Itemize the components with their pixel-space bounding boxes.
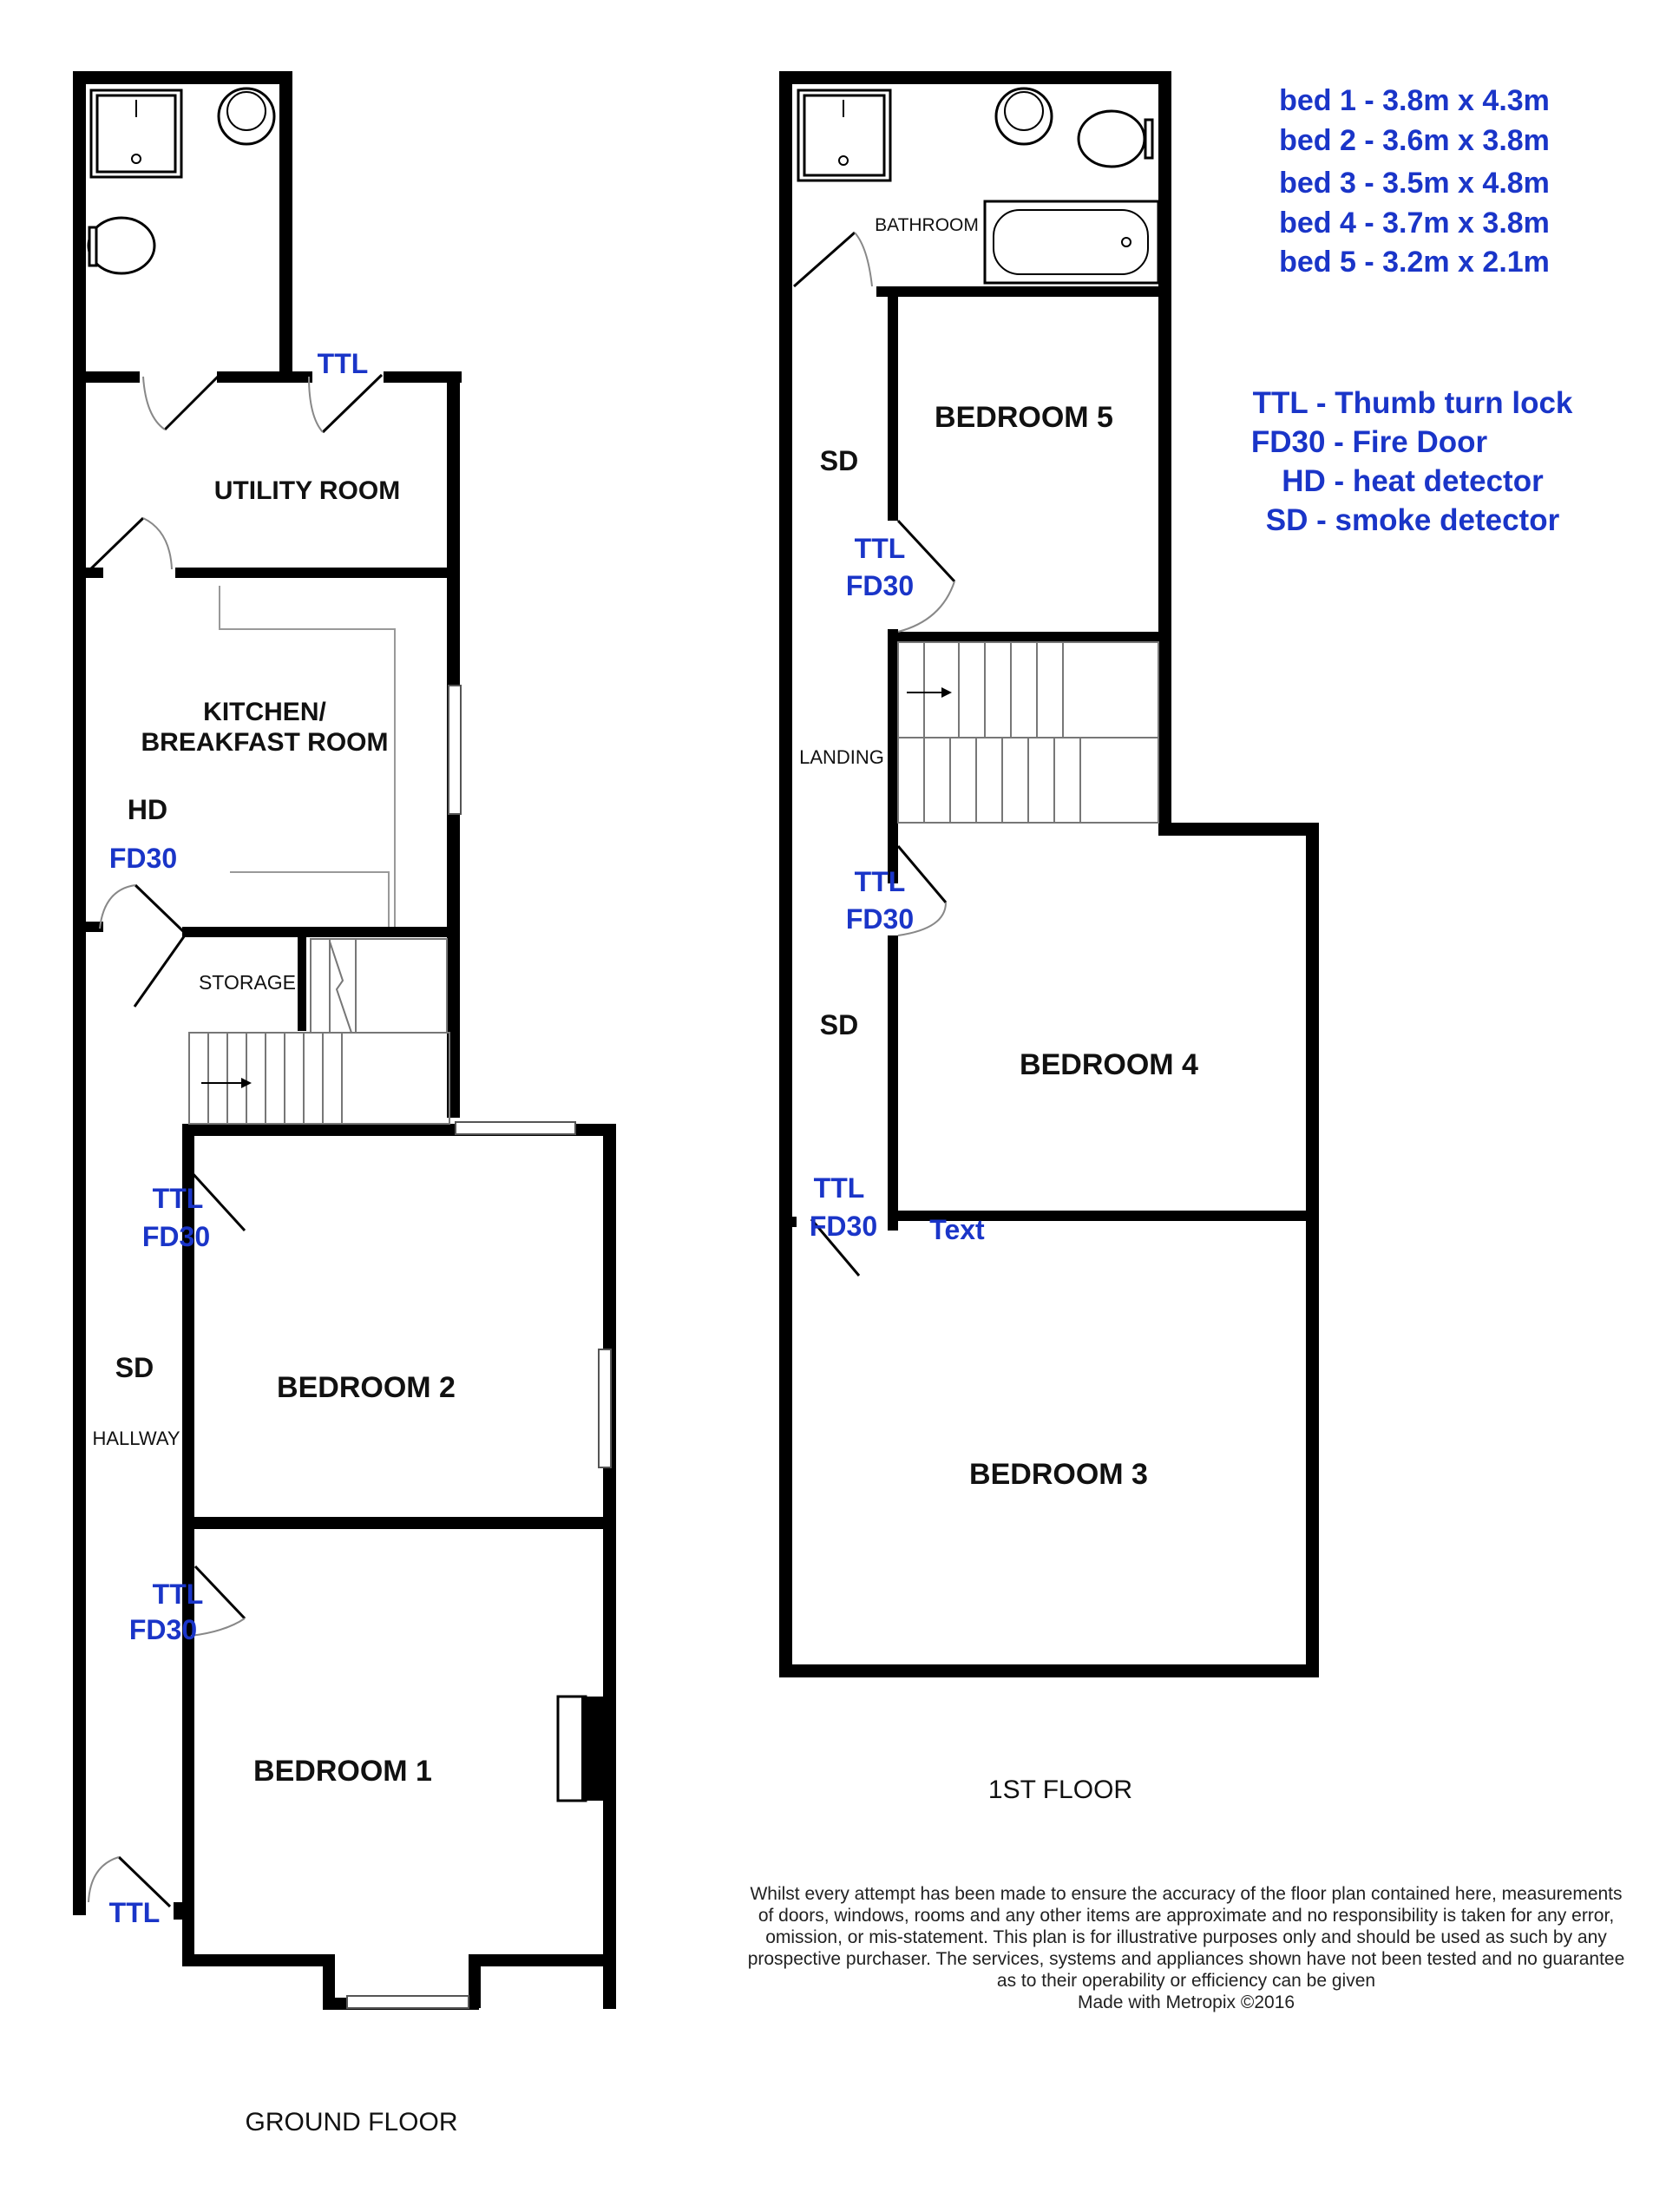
dimension-bed4: bed 4 - 3.7m x 3.8m bbox=[1279, 207, 1550, 240]
caption-first-floor: 1ST FLOOR bbox=[987, 1776, 1133, 1804]
room-label-utility: UTILITY ROOM bbox=[213, 476, 401, 505]
disclaimer-credit: Made with Metropix ©2016 bbox=[1077, 1992, 1295, 2012]
marker-text-placeholder: Text bbox=[929, 1214, 985, 1245]
marker-ttl-bedroom3: TTL bbox=[813, 1172, 865, 1204]
room-label-bedroom1: BEDROOM 1 bbox=[253, 1755, 432, 1788]
room-label-kitchen-line1: KITCHEN/ bbox=[203, 698, 326, 726]
caption-ground-floor: GROUND FLOOR bbox=[245, 2108, 458, 2137]
legend-fd30: FD30 - Fire Door bbox=[1250, 425, 1488, 459]
disclaimer-text bbox=[705, 1883, 1666, 2013]
dimension-bed3: bed 3 - 3.5m x 4.8m bbox=[1279, 167, 1550, 200]
marker-sd-hallway: SD bbox=[115, 1352, 154, 1383]
marker-hd-kitchen: HD bbox=[127, 794, 168, 825]
room-label-bedroom4: BEDROOM 4 bbox=[1020, 1048, 1198, 1081]
legend-hd: HD - heat detector bbox=[1282, 464, 1544, 498]
legend-ttl: TTL - Thumb turn lock bbox=[1252, 386, 1573, 420]
marker-ttl-utility: TTL bbox=[317, 348, 369, 379]
room-label-landing: LANDING bbox=[799, 746, 884, 768]
marker-fd30-bedroom5: FD30 bbox=[845, 570, 915, 601]
disclaimer-line: omission, or mis-statement. This plan is for illustrative purposes only and should be used as such by any bbox=[765, 1927, 1607, 1947]
marker-ttl-bedroom4: TTL bbox=[854, 866, 906, 897]
room-label-bedroom5: BEDROOM 5 bbox=[935, 401, 1113, 434]
marker-ttl-bedroom5: TTL bbox=[854, 533, 906, 564]
marker-fd30-bedroom1: FD30 bbox=[128, 1614, 198, 1645]
room-label-kitchen-line2: BREAKFAST ROOM bbox=[141, 728, 389, 757]
disclaimer-line: as to their operability or efficiency can be given bbox=[996, 1971, 1376, 1991]
marker-fd30-bedroom2: FD30 bbox=[141, 1221, 211, 1252]
legend-sd: SD - smoke detector bbox=[1265, 503, 1560, 537]
marker-sd-lower: SD bbox=[819, 1009, 859, 1040]
marker-fd30-kitchen: FD30 bbox=[108, 843, 178, 874]
disclaimer-line: of doors, windows, rooms and any other items are approximate and no responsibility is taken for any error, bbox=[758, 1906, 1615, 1926]
marker-ttl-bedroom2: TTL bbox=[152, 1183, 204, 1214]
disclaimer-line: Whilst every attempt has been made to ensure the accuracy of the floor plan contained here, measurements bbox=[750, 1884, 1623, 1904]
marker-fd30-bedroom4: FD30 bbox=[845, 903, 915, 935]
room-label-bedroom2: BEDROOM 2 bbox=[277, 1371, 456, 1404]
room-label-bedroom3: BEDROOM 3 bbox=[969, 1458, 1148, 1491]
dimension-bed1: bed 1 - 3.8m x 4.3m bbox=[1279, 84, 1550, 117]
room-label-storage: STORAGE bbox=[198, 971, 297, 994]
room-label-hallway: HALLWAY bbox=[92, 1428, 180, 1449]
marker-ttl-bedroom1: TTL bbox=[152, 1579, 204, 1610]
marker-ttl-front-door: TTL bbox=[108, 1897, 161, 1928]
dimension-bed5: bed 5 - 3.2m x 2.1m bbox=[1279, 246, 1550, 279]
marker-sd-upper: SD bbox=[819, 445, 859, 476]
dimension-bed2: bed 2 - 3.6m x 3.8m bbox=[1279, 124, 1550, 157]
marker-fd30-bedroom3: FD30 bbox=[809, 1211, 878, 1242]
room-label-bathroom: BATHROOM bbox=[875, 215, 979, 235]
disclaimer-line: prospective purchaser. The services, systems and appliances shown have not been tested and no guarantee bbox=[747, 1949, 1625, 1969]
